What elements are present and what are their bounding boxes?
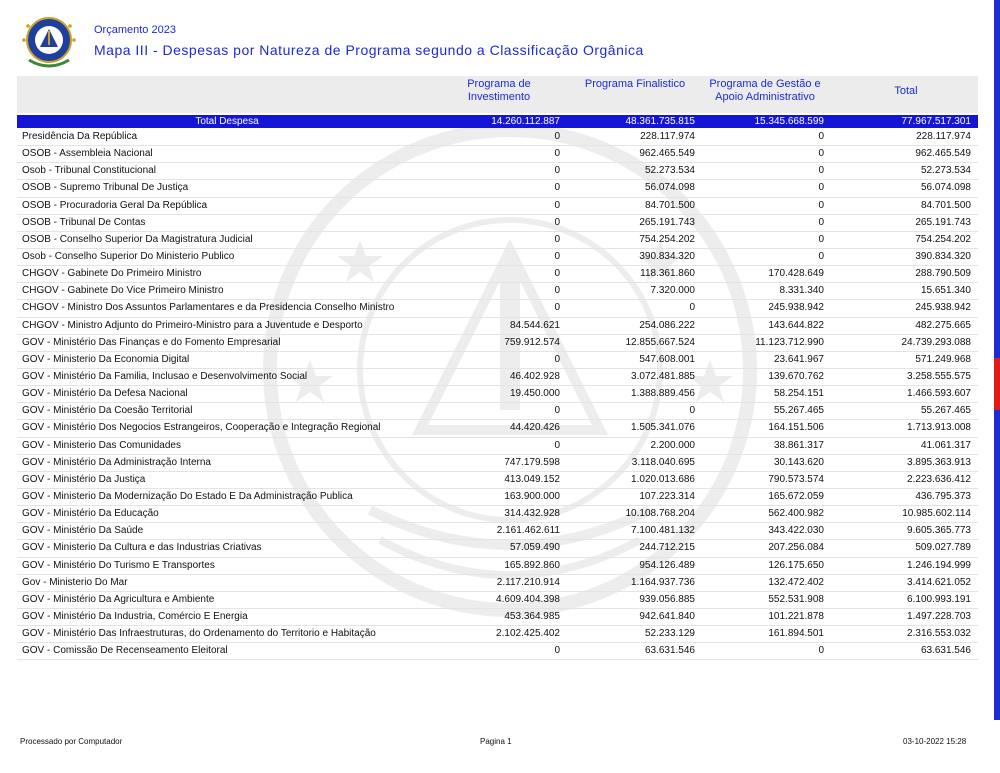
row-investimento: 2.102.425.402 xyxy=(496,628,560,640)
table-row xyxy=(17,472,978,489)
table-row xyxy=(17,266,978,283)
row-gestao: 58.254.151 xyxy=(773,388,824,400)
row-name: CHGOV - Ministro Adjunto do Primeiro-Ministro para a Juventude e Desporto xyxy=(22,319,363,331)
row-total: 962.465.549 xyxy=(915,148,971,160)
row-total: 482.275.665 xyxy=(915,319,971,331)
row-finalistico: 939.056.885 xyxy=(639,593,695,605)
table-row xyxy=(17,369,978,386)
row-finalistico: 7.320.000 xyxy=(650,285,695,297)
row-total: 436.795.373 xyxy=(915,490,971,502)
row-finalistico: 7.100.481.132 xyxy=(631,525,695,537)
row-gestao: 0 xyxy=(818,233,824,245)
table-row xyxy=(17,403,978,420)
row-finalistico: 942.641.840 xyxy=(639,610,695,622)
row-finalistico: 244.712.215 xyxy=(639,542,695,554)
table-row xyxy=(17,129,978,146)
table-row xyxy=(17,386,978,403)
table-row xyxy=(17,283,978,300)
row-investimento: 2.161.462.611 xyxy=(496,525,560,537)
row-total: 754.254.202 xyxy=(915,233,971,245)
row-finalistico: 2.200.000 xyxy=(650,439,695,451)
row-name: GOV - Ministério Das Finanças e do Fomento Empresarial xyxy=(22,336,281,348)
row-finalistico: 56.074.098 xyxy=(644,182,695,194)
row-name: GOV - Ministerio Da Economia Digital xyxy=(22,353,190,365)
row-total: 1.497.228.703 xyxy=(907,610,971,622)
total-despesa-label: Total Despesa xyxy=(195,116,259,127)
row-finalistico: 12.855.667.524 xyxy=(625,336,695,348)
row-total: 9.605.365.773 xyxy=(907,525,971,537)
row-finalistico: 52.233.129 xyxy=(644,628,695,640)
table-row xyxy=(17,592,978,609)
row-investimento: 0 xyxy=(554,285,560,297)
row-finalistico: 228.117.974 xyxy=(640,131,695,142)
row-total: 265.191.743 xyxy=(915,216,971,228)
row-total: 24.739.293.088 xyxy=(901,336,971,348)
row-name: GOV - Ministerio Da Cultura e das Industrias Criativas xyxy=(22,542,262,554)
row-investimento: 747.179.598 xyxy=(504,456,560,468)
row-finalistico: 3.118.040.695 xyxy=(631,456,695,468)
row-finalistico: 118.361.860 xyxy=(640,268,695,280)
row-finalistico: 754.254.202 xyxy=(639,233,695,245)
row-investimento: 0 xyxy=(554,302,560,314)
row-finalistico: 0 xyxy=(689,405,695,417)
row-finalistico: 1.164.937.736 xyxy=(631,576,695,588)
row-gestao: 126.175.650 xyxy=(768,559,824,571)
row-finalistico: 547.608.001 xyxy=(639,353,695,365)
row-gestao: 170.428.649 xyxy=(768,268,824,280)
row-total: 1.246.194.999 xyxy=(907,559,971,571)
row-total: 228.117.974 xyxy=(916,131,971,142)
row-gestao: 790.573.574 xyxy=(768,473,824,485)
row-investimento: 46.402.928 xyxy=(509,370,560,382)
report-datetime: 03-10-2022 15:28 xyxy=(903,737,967,746)
table-row xyxy=(17,438,978,455)
row-gestao: 161.894.501 xyxy=(768,628,824,640)
row-name: CHGOV - Gabinete Do Primeiro Ministro xyxy=(22,268,202,280)
row-name: GOV - Ministério Da Agricultura e Ambiente xyxy=(22,593,215,605)
row-finalistico: 254.086.222 xyxy=(639,319,695,331)
row-finalistico: 390.834.320 xyxy=(639,250,695,262)
row-total: 41.061.317 xyxy=(920,439,971,451)
row-name: GOV - Ministério Da Educação xyxy=(22,508,159,520)
row-total: 55.267.465 xyxy=(920,405,971,417)
row-name: OSOB - Procuradoria Geral Da República xyxy=(22,199,208,211)
row-total: 52.273.534 xyxy=(920,165,971,177)
table-row xyxy=(17,180,978,197)
row-gestao: 0 xyxy=(818,645,824,657)
row-finalistico: 52.273.534 xyxy=(644,165,695,177)
column-header-gestao: Programa de Gestão e Apoio Administrativo xyxy=(709,78,821,103)
row-gestao: 0 xyxy=(818,182,824,194)
budget-year: Orçamento 2023 xyxy=(94,24,176,36)
row-gestao: 30.143.620 xyxy=(773,456,824,468)
row-name: OSOB - Supremo Tribunal De Justiça xyxy=(22,182,189,194)
row-total: 84.701.500 xyxy=(920,199,971,211)
row-total: 571.249.968 xyxy=(915,353,971,365)
table-row xyxy=(17,489,978,506)
row-investimento: 0 xyxy=(554,165,560,177)
row-gestao: 343.422.030 xyxy=(768,525,824,537)
table-row xyxy=(17,352,978,369)
table-row xyxy=(17,455,978,472)
row-gestao: 11.123.712.990 xyxy=(755,336,824,348)
row-investimento: 19.450.000 xyxy=(509,388,560,400)
row-name: GOV - Ministério Da Saúde xyxy=(22,525,144,537)
row-name: GOV - Ministerio Da Modernização Do Estado E Da Administração Publica xyxy=(22,490,353,502)
table-row xyxy=(17,215,978,232)
row-investimento: 0 xyxy=(554,439,560,451)
row-total: 3.414.621.052 xyxy=(907,576,971,588)
row-name: GOV - Ministério Dos Negocios Estrangeiros, Cooperação e Integração Regional xyxy=(22,422,381,434)
row-investimento: 0 xyxy=(554,353,560,365)
row-total: 6.100.993.191 xyxy=(907,593,971,605)
row-name: GOV - Ministério Da Defesa Nacional xyxy=(22,388,188,400)
total-investimento-value: 14.260.112.887 xyxy=(491,116,560,127)
row-name: OSOB - Conselho Superior Da Magistratura Judicial xyxy=(22,233,253,245)
row-investimento: 0 xyxy=(554,199,560,211)
row-investimento: 0 xyxy=(554,250,560,262)
table-row xyxy=(17,318,978,335)
row-total: 245.938.942 xyxy=(915,302,971,314)
row-gestao: 552.531.908 xyxy=(768,593,824,605)
total-finalistico-value: 48.361.735.815 xyxy=(625,116,695,127)
row-total: 3.895.363.913 xyxy=(907,456,971,468)
row-finalistico: 107.223.314 xyxy=(639,490,695,502)
row-total: 2.223.636.412 xyxy=(907,473,971,485)
row-investimento: 84.544.621 xyxy=(509,319,560,331)
table-row xyxy=(17,558,978,575)
row-name: GOV - Ministério Da Coesão Territorial xyxy=(22,405,193,417)
row-investimento: 57.059.490 xyxy=(509,542,560,554)
row-total: 509.027.789 xyxy=(915,542,971,554)
table-row xyxy=(17,626,978,643)
row-finalistico: 0 xyxy=(689,302,695,314)
row-investimento: 0 xyxy=(554,268,560,280)
table-row xyxy=(17,506,978,523)
row-investimento: 0 xyxy=(554,405,560,417)
column-header-investimento: Programa de Investimento xyxy=(467,78,531,103)
row-total: 56.074.098 xyxy=(920,182,971,194)
table-row xyxy=(17,249,978,266)
cabo-verde-coat-of-arms-icon xyxy=(17,10,81,74)
total-gestao-value: 15.345.668.599 xyxy=(754,116,824,127)
row-investimento: 2.117.210.914 xyxy=(496,576,560,588)
row-gestao: 0 xyxy=(818,216,824,228)
row-finalistico: 962.465.549 xyxy=(639,148,695,160)
row-name: GOV - Ministério Da Justiça xyxy=(22,473,146,485)
row-name: Presidência Da República xyxy=(22,131,138,142)
processed-note: Processado por Computador xyxy=(20,737,123,746)
row-gestao: 562.400.982 xyxy=(768,508,824,520)
row-name: Gov - Ministerio Do Mar xyxy=(22,576,128,588)
row-gestao: 101.221.878 xyxy=(768,610,824,622)
row-gestao: 0 xyxy=(818,165,824,177)
row-name: Osob - Tribunal Constitucional xyxy=(22,165,156,177)
row-total: 1.466.593.607 xyxy=(907,388,971,400)
row-gestao: 8.331.340 xyxy=(779,285,824,297)
table-row xyxy=(17,575,978,592)
row-total: 288.790.509 xyxy=(915,268,971,280)
row-gestao: 207.256.084 xyxy=(768,542,824,554)
row-investimento: 165.892.860 xyxy=(504,559,560,571)
row-gestao: 245.938.942 xyxy=(768,302,824,314)
row-investimento: 759.912.574 xyxy=(504,336,560,348)
row-gestao: 0 xyxy=(818,131,824,142)
table-row xyxy=(17,643,978,660)
row-name: CHGOV - Ministro Dos Assuntos Parlamentares e da Presidencia Conselho Ministro xyxy=(22,302,395,314)
row-name: OSOB - Assembleia Nacional xyxy=(22,148,153,160)
row-gestao: 0 xyxy=(818,148,824,160)
row-investimento: 0 xyxy=(554,148,560,160)
row-gestao: 0 xyxy=(818,250,824,262)
row-name: Osob - Conselho Superior Do Ministerio Publico xyxy=(22,250,235,262)
row-name: CHGOV - Gabinete Do Vice Primeiro Ministro xyxy=(22,285,224,297)
row-finalistico: 1.388.889.456 xyxy=(631,388,695,400)
total-despesa-row xyxy=(17,115,978,128)
row-gestao: 143.644.822 xyxy=(768,319,824,331)
row-gestao: 38.861.317 xyxy=(773,439,824,451)
table-row xyxy=(17,232,978,249)
row-finalistico: 265.191.743 xyxy=(639,216,695,228)
row-name: GOV - Ministério Do Turismo E Transportes xyxy=(22,559,215,571)
row-gestao: 132.472.402 xyxy=(768,576,824,588)
table-row xyxy=(17,198,978,215)
table-row xyxy=(17,609,978,626)
row-investimento: 0 xyxy=(554,645,560,657)
row-total: 2.316.553.032 xyxy=(907,628,971,640)
row-investimento: 163.900.000 xyxy=(504,490,560,502)
column-header-total: Total xyxy=(894,85,918,97)
row-total: 390.834.320 xyxy=(915,250,971,262)
table-row xyxy=(17,163,978,180)
row-finalistico: 63.631.546 xyxy=(644,645,695,657)
row-total: 63.631.546 xyxy=(920,645,971,657)
row-gestao: 23.641.967 xyxy=(773,353,824,365)
row-finalistico: 3.072.481.885 xyxy=(631,370,695,382)
table-row xyxy=(17,420,978,437)
row-finalistico: 1.020.013.686 xyxy=(631,473,695,485)
row-name: GOV - Ministério Da Administração Interna xyxy=(22,456,211,468)
row-name: GOV - Ministério Da Industria, Comércio E Energia xyxy=(22,610,248,622)
right-edge-marker xyxy=(994,358,1000,410)
row-investimento: 0 xyxy=(554,131,560,142)
row-finalistico: 954.126.489 xyxy=(639,559,695,571)
row-investimento: 0 xyxy=(554,233,560,245)
column-header-finalistico: Programa Finalistico xyxy=(584,78,686,90)
row-finalistico: 10.108.768.204 xyxy=(625,508,695,520)
row-gestao: 165.672.059 xyxy=(768,490,824,502)
table-row xyxy=(17,523,978,540)
row-investimento: 0 xyxy=(554,182,560,194)
row-gestao: 55.267.465 xyxy=(773,405,824,417)
row-investimento: 314.432.928 xyxy=(504,508,560,520)
row-finalistico: 1.505.341.076 xyxy=(631,422,695,434)
row-gestao: 164.151.506 xyxy=(768,422,824,434)
table-row xyxy=(17,540,978,557)
row-total: 1.713.913.008 xyxy=(907,422,971,434)
row-investimento: 453.364.985 xyxy=(504,610,560,622)
row-investimento: 413.049.152 xyxy=(504,473,560,485)
row-total: 3.258.555.575 xyxy=(907,370,971,382)
row-name: GOV - Ministério Da Familia, Inclusao e Desenvolvimento Social xyxy=(22,370,308,382)
total-total-value: 77.967.517.301 xyxy=(901,116,971,127)
table-row xyxy=(17,300,978,317)
row-total: 10.985.602.114 xyxy=(902,508,971,520)
row-name: OSOB - Tribunal De Contas xyxy=(22,216,146,228)
organic-classification-table xyxy=(17,129,978,660)
row-name: GOV - Comissão De Recenseamento Eleitoral xyxy=(22,645,228,657)
row-investimento: 44.420.426 xyxy=(509,422,560,434)
table-row xyxy=(17,335,978,352)
page-title: Mapa III - Despesas por Natureza de Programa segundo a Classificação Orgânica xyxy=(94,42,644,58)
row-finalistico: 84.701.500 xyxy=(644,199,695,211)
row-investimento: 0 xyxy=(554,216,560,228)
row-investimento: 4.609.404.398 xyxy=(496,593,560,605)
page-number: Pagina 1 xyxy=(480,737,512,746)
table-row xyxy=(17,146,978,163)
row-gestao: 139.670.762 xyxy=(768,370,824,382)
row-gestao: 0 xyxy=(818,199,824,211)
row-name: GOV - Ministerio Das Comunidades xyxy=(22,439,181,451)
row-total: 15.651.340 xyxy=(920,285,971,297)
row-name: GOV - Ministério Das Infraestruturas, do Ordenamento do Territorio e Habitação xyxy=(22,628,376,640)
